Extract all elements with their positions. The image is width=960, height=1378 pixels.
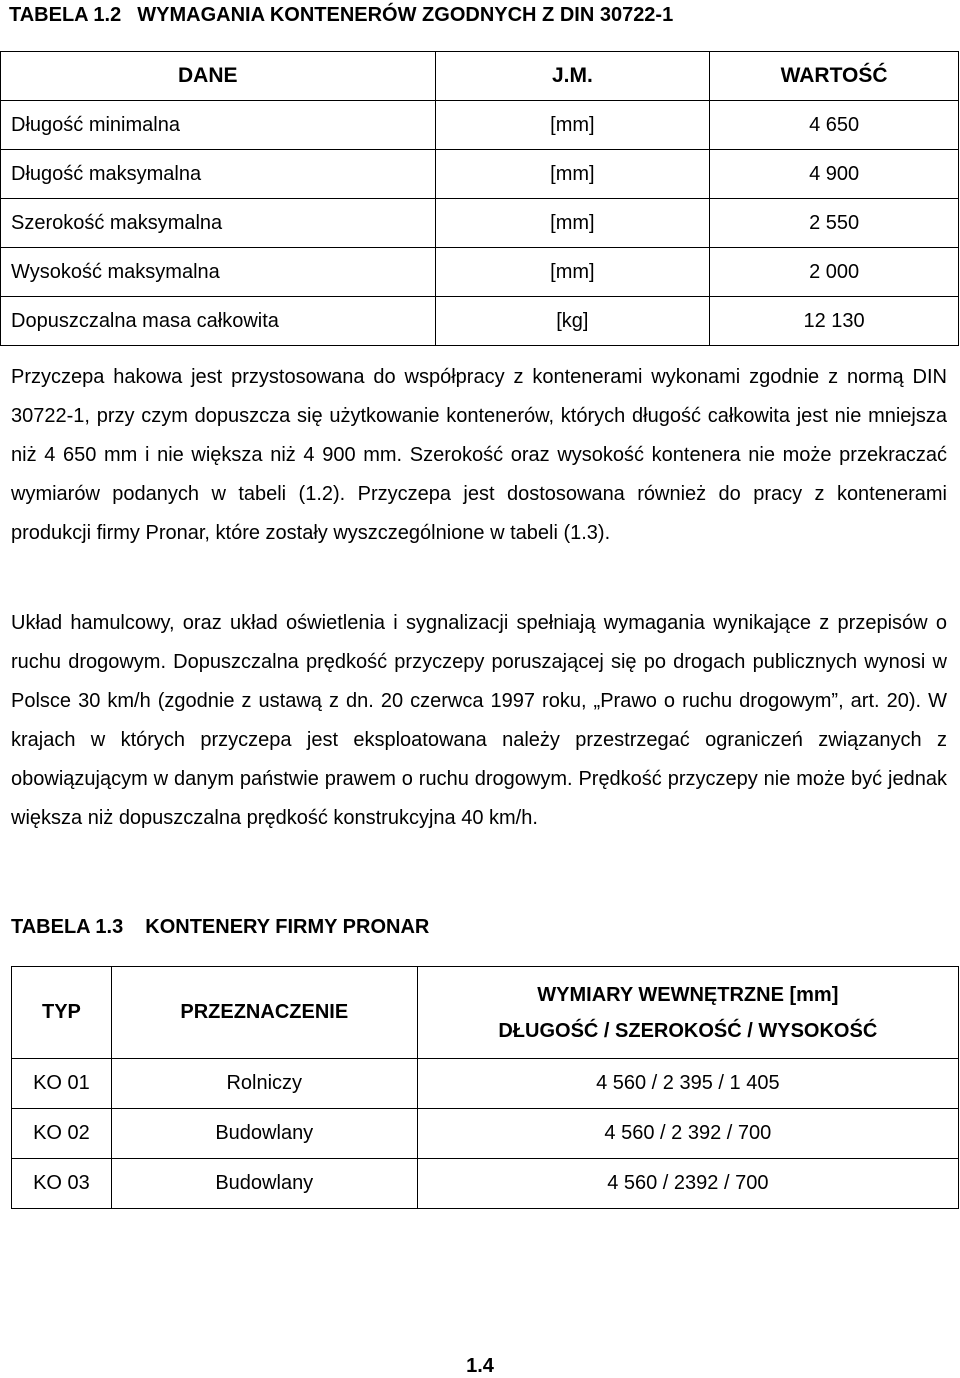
cell-purpose: Budowlany [111, 1109, 417, 1159]
table-1-3 [11, 966, 959, 1209]
dimensions-header-line-2: DŁUGOŚĆ / SZEROKOŚĆ / WYSOKOŚĆ [498, 1019, 878, 1042]
cell-value: 4 650 [710, 101, 959, 150]
table-1-3-caption [11, 916, 429, 939]
column-header-purpose: PRZEZNACZENIE [111, 967, 417, 1059]
table-row [12, 1109, 959, 1159]
table-1-3-caption-title: KONTENERY FIRMY PRONAR [145, 916, 430, 938]
cell-dimensions: 4 560 / 2392 / 700 [417, 1159, 958, 1209]
column-header-type: TYP [12, 967, 112, 1059]
cell-value: 4 900 [710, 150, 959, 199]
table-1-3-caption-number: TABELA 1.3 [11, 916, 124, 938]
cell-value: 2 550 [710, 199, 959, 248]
cell-name: Długość maksymalna [1, 150, 436, 199]
cell-value: 12 130 [710, 297, 959, 346]
table-row [1, 199, 959, 248]
paragraph-container-compatibility: Przyczepa hakowa jest przystosowana do współpracy z kontenerami wykonami zgodnie z normą DIN 30722-1, przy czym dopuszcza się użytkowanie kontenerów, których długość całkowita jest nie mniejsza niż 4 650 mm i nie większa niż 4 900 mm. Szerokość oraz wysokość kontenera nie może przekraczać wymiarów podanych w tabeli (1.2). Przyczepa jest dostosowana również do pracy z kontenerami produkcji firmy Pronar, które zostały wyszczególnione w tabeli (1.3). [11, 366, 947, 544]
column-header-unit: J.M. [435, 52, 710, 101]
cell-purpose: Rolniczy [111, 1059, 417, 1109]
cell-dimensions: 4 560 / 2 392 / 700 [417, 1109, 958, 1159]
table-header-row [1, 52, 959, 101]
cell-unit: [kg] [435, 297, 710, 346]
cell-unit: [mm] [435, 199, 710, 248]
table-row [12, 1059, 959, 1109]
cell-type: KO 01 [12, 1059, 112, 1109]
table-1-2-caption [9, 4, 673, 27]
page-number: 1.4 [466, 1355, 494, 1377]
cell-unit: [mm] [435, 101, 710, 150]
table-row [1, 297, 959, 346]
cell-name: Szerokość maksymalna [1, 199, 436, 248]
cell-type: KO 03 [12, 1159, 112, 1209]
table-1-2 [0, 51, 959, 346]
column-header-name: DANE [1, 52, 436, 101]
cell-name: Dopuszczalna masa całkowita [1, 297, 436, 346]
table-1-2-caption-number: TABELA 1.2 [9, 4, 122, 26]
column-header-value: WARTOŚĆ [710, 52, 959, 101]
cell-unit: [mm] [435, 150, 710, 199]
cell-name: Wysokość maksymalna [1, 248, 436, 297]
cell-purpose: Budowlany [111, 1159, 417, 1209]
table-header-row [12, 967, 959, 1059]
cell-name: Długość minimalna [1, 101, 436, 150]
table-1-2-caption-title: WYMAGANIA KONTENERÓW ZGODNYCH Z DIN 30722-1 [137, 4, 674, 26]
paragraph-braking-and-speed: Układ hamulcowy, oraz układ oświetlenia i sygnalizacji spełniają wymagania wynikające z przepisów o ruchu drogowym. Dopuszczalna prędkość przyczepy poruszającej się po drogach publicznych wynosi w Polsce 30 km/h (zgodnie z ustawą z dn. 20 czerwca 1997 roku, „Prawo o ruchu drogowym”, art. 20). W krajach w których przyczepa jest eksploatowana należy przestrzegać ograniczeń związanych z obowiązującym w danym państwie prawem o ruchu drogowym. Prędkość przyczepy nie może być jednak większa niż dopuszczalna prędkość konstrukcyjna 40 km/h. [11, 612, 947, 829]
cell-unit: [mm] [435, 248, 710, 297]
dimensions-header-line-1: WYMIARY WEWNĘTRZNE [mm] [537, 983, 839, 1006]
table-row [1, 150, 959, 199]
table-row [1, 101, 959, 150]
cell-dimensions: 4 560 / 2 395 / 1 405 [417, 1059, 958, 1109]
table-row [1, 248, 959, 297]
column-header-dimensions [417, 967, 958, 1059]
cell-value: 2 000 [710, 248, 959, 297]
cell-type: KO 02 [12, 1109, 112, 1159]
table-row [12, 1159, 959, 1209]
